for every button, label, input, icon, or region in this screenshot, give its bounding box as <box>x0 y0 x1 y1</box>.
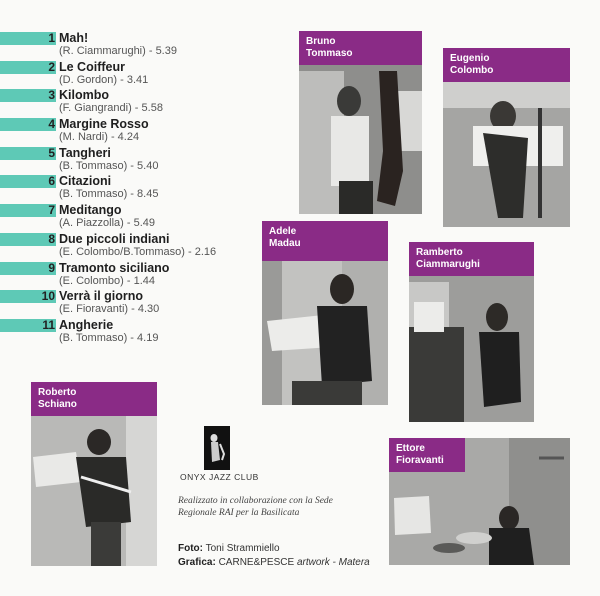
photo-label-roberto: Roberto Schiano <box>31 382 157 416</box>
credit-grafica-label: Grafica: <box>178 557 216 568</box>
track-number: 8 <box>48 231 55 246</box>
track-credit: (E. Fioravanti) - 4.30 <box>59 303 160 316</box>
track-row <box>0 60 200 89</box>
track-list <box>0 31 217 347</box>
track-number: 10 <box>41 289 55 304</box>
credit-grafica-value: CARNE&PESCE <box>218 557 295 568</box>
track-credit: (E. Colombo/B.Tommaso) - 2.16 <box>59 245 217 258</box>
track-credit: (B. Tommaso) - 8.45 <box>59 188 159 201</box>
track-row <box>0 174 200 203</box>
track-title: Tangheri <box>59 145 111 160</box>
track-credit: (R. Ciammarughi) - 5.39 <box>59 45 177 57</box>
track-row <box>0 88 200 117</box>
track-number: 2 <box>48 59 55 74</box>
photo-roberto-schiano <box>31 382 157 566</box>
photo-label-bruno: Bruno Tommaso <box>299 31 422 65</box>
track-credit: (B. Tommaso) - 4.19 <box>59 331 159 344</box>
track-title: Tramonto siciliano <box>59 260 170 275</box>
track-title: Angherie <box>59 317 114 332</box>
photo-label-ramberto: Ramberto Ciammarughi <box>409 242 534 276</box>
track-credit: (A. Piazzolla) - 5.49 <box>59 217 155 230</box>
track-number: 4 <box>48 117 55 132</box>
track-credit: (F. Giangrandi) - 5.58 <box>59 102 163 115</box>
track-row <box>0 318 200 347</box>
credit-grafica-suffix: artwork - Matera <box>296 557 370 568</box>
track-title: Mah! <box>59 31 89 45</box>
saxophonist-icon <box>204 426 230 470</box>
credit-foto <box>178 543 280 554</box>
track-credit: (M. Nardi) - 4.24 <box>59 131 140 144</box>
credit-foto-value: Toni Strammiello <box>205 543 280 554</box>
track-row <box>0 261 200 290</box>
track-number: 6 <box>48 174 55 189</box>
track-credit: (B. Tommaso) - 5.40 <box>59 159 159 172</box>
credit-grafica <box>178 557 370 568</box>
photo-label-ettore: Ettore Fioravanti <box>389 438 465 472</box>
onyx-jazz-club-logo <box>180 426 360 486</box>
track-row <box>0 31 200 60</box>
track-row <box>0 203 200 232</box>
track-row <box>0 146 200 175</box>
track-number: 11 <box>42 317 55 332</box>
track-number: 5 <box>48 145 55 160</box>
track-title: Verrà il giorno <box>59 289 144 304</box>
track-credit: (E. Colombo) - 1.44 <box>59 274 155 287</box>
logo-text: ONYX JAZZ CLUB <box>180 472 259 482</box>
photo-label-adele: Adele Madau <box>262 221 388 261</box>
collaboration-note: Realizzato in collaborazione con la Sede Regionale RAI per la Basilicata <box>178 496 333 518</box>
track-credit: (D. Gordon) - 3.41 <box>59 73 149 86</box>
track-number: 9 <box>48 260 55 275</box>
track-number: 3 <box>48 88 55 103</box>
track-number: 7 <box>48 203 55 218</box>
track-title: Meditango <box>59 203 122 218</box>
photo-bruno-tommaso <box>299 31 422 214</box>
photo-ramberto-ciammarughi <box>409 242 534 422</box>
photo-adele-madau <box>262 221 388 405</box>
track-row <box>0 289 200 318</box>
track-title: Margine Rosso <box>59 117 149 132</box>
track-title: Citazioni <box>59 174 112 189</box>
track-title: Le Coiffeur <box>59 59 125 74</box>
track-title: Due piccoli indiani <box>59 231 170 246</box>
photo-ettore-fioravanti <box>389 438 570 565</box>
photo-eugenio-colombo <box>443 48 570 227</box>
credit-foto-label: Foto: <box>178 543 203 554</box>
track-row <box>0 231 217 261</box>
track-row <box>0 117 200 146</box>
track-number: 1 <box>48 31 55 45</box>
track-title: Kilombo <box>59 88 109 103</box>
photo-label-eugenio: Eugenio Colombo <box>443 48 570 82</box>
